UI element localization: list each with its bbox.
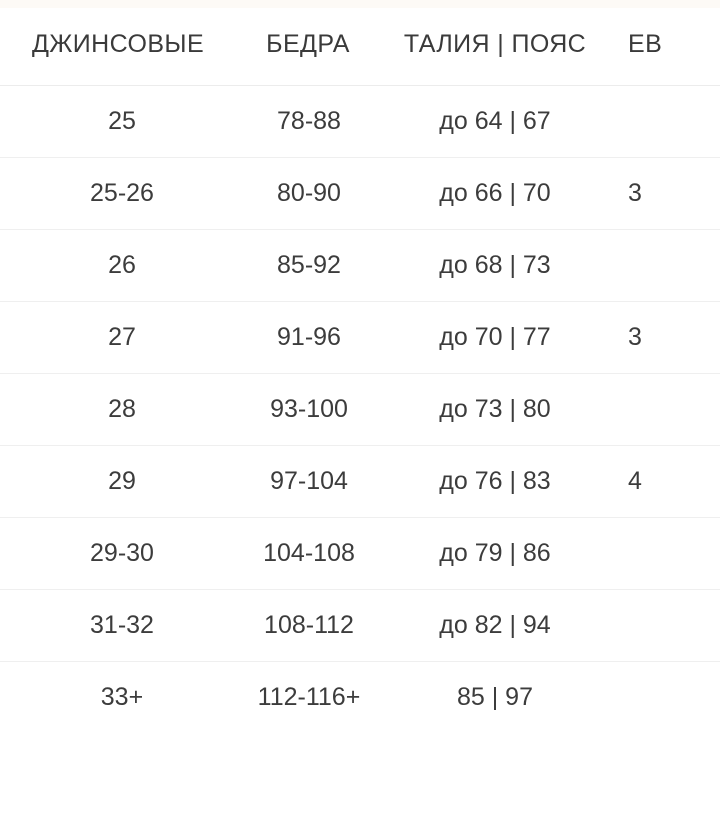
- table-row: [0, 446, 720, 518]
- column-header-hips: БЕДРА: [236, 8, 380, 86]
- cell-waist: до 79 | 86: [380, 518, 610, 590]
- cell-jeans: 27: [0, 302, 236, 374]
- column-header-waist: ТАЛИЯ | ПОЯС: [380, 8, 610, 86]
- cell-hips: 104-108: [236, 518, 380, 590]
- cell-waist: до 73 | 80: [380, 374, 610, 446]
- table-header-row: [0, 8, 720, 86]
- cell-waist: до 66 | 70: [380, 158, 610, 230]
- cell-eu: [610, 590, 720, 662]
- cell-waist: до 82 | 94: [380, 590, 610, 662]
- cell-hips: 80-90: [236, 158, 380, 230]
- cell-eu: 4: [610, 446, 720, 518]
- table-row: [0, 518, 720, 590]
- table-row: [0, 302, 720, 374]
- cell-eu: 3: [610, 302, 720, 374]
- table-row: [0, 590, 720, 662]
- cell-waist: до 76 | 83: [380, 446, 610, 518]
- cell-jeans: 25-26: [0, 158, 236, 230]
- table-row: [0, 158, 720, 230]
- table-body: [0, 86, 720, 734]
- cell-hips: 91-96: [236, 302, 380, 374]
- cell-hips: 85-92: [236, 230, 380, 302]
- table-header: [0, 8, 720, 86]
- cell-jeans: 26: [0, 230, 236, 302]
- cell-jeans: 29: [0, 446, 236, 518]
- size-chart-table: [0, 8, 720, 733]
- cell-waist: до 70 | 77: [380, 302, 610, 374]
- table-row: [0, 374, 720, 446]
- cell-jeans: 28: [0, 374, 236, 446]
- cell-hips: 112-116+: [257, 683, 361, 711]
- cell-hips: 108-112: [236, 590, 380, 662]
- cell-hips: 78-88: [236, 86, 380, 158]
- cell-eu: [610, 374, 720, 446]
- column-header-eu: ЕВ: [610, 8, 720, 86]
- cell-jeans: 31-32: [0, 590, 236, 662]
- cell-hips: 93-100: [236, 374, 380, 446]
- page-top-strip: [0, 0, 720, 8]
- cell-waist: 85 | 97: [456, 683, 533, 711]
- table-row: [0, 662, 720, 734]
- cell-eu: [610, 518, 720, 590]
- cell-hips: 97-104: [236, 446, 380, 518]
- cell-jeans: 33+: [100, 683, 144, 711]
- cell-jeans: 25: [0, 86, 236, 158]
- cell-eu: [610, 662, 720, 734]
- cell-jeans: 29-30: [0, 518, 236, 590]
- table-row: [0, 230, 720, 302]
- cell-eu: [610, 86, 720, 158]
- cell-waist: до 68 | 73: [380, 230, 610, 302]
- cell-waist: до 64 | 67: [380, 86, 610, 158]
- cell-eu: 3: [610, 158, 720, 230]
- table-row: [0, 86, 720, 158]
- cell-eu: [610, 230, 720, 302]
- column-header-jeans: ДЖИНСОВЫЕ: [0, 8, 236, 86]
